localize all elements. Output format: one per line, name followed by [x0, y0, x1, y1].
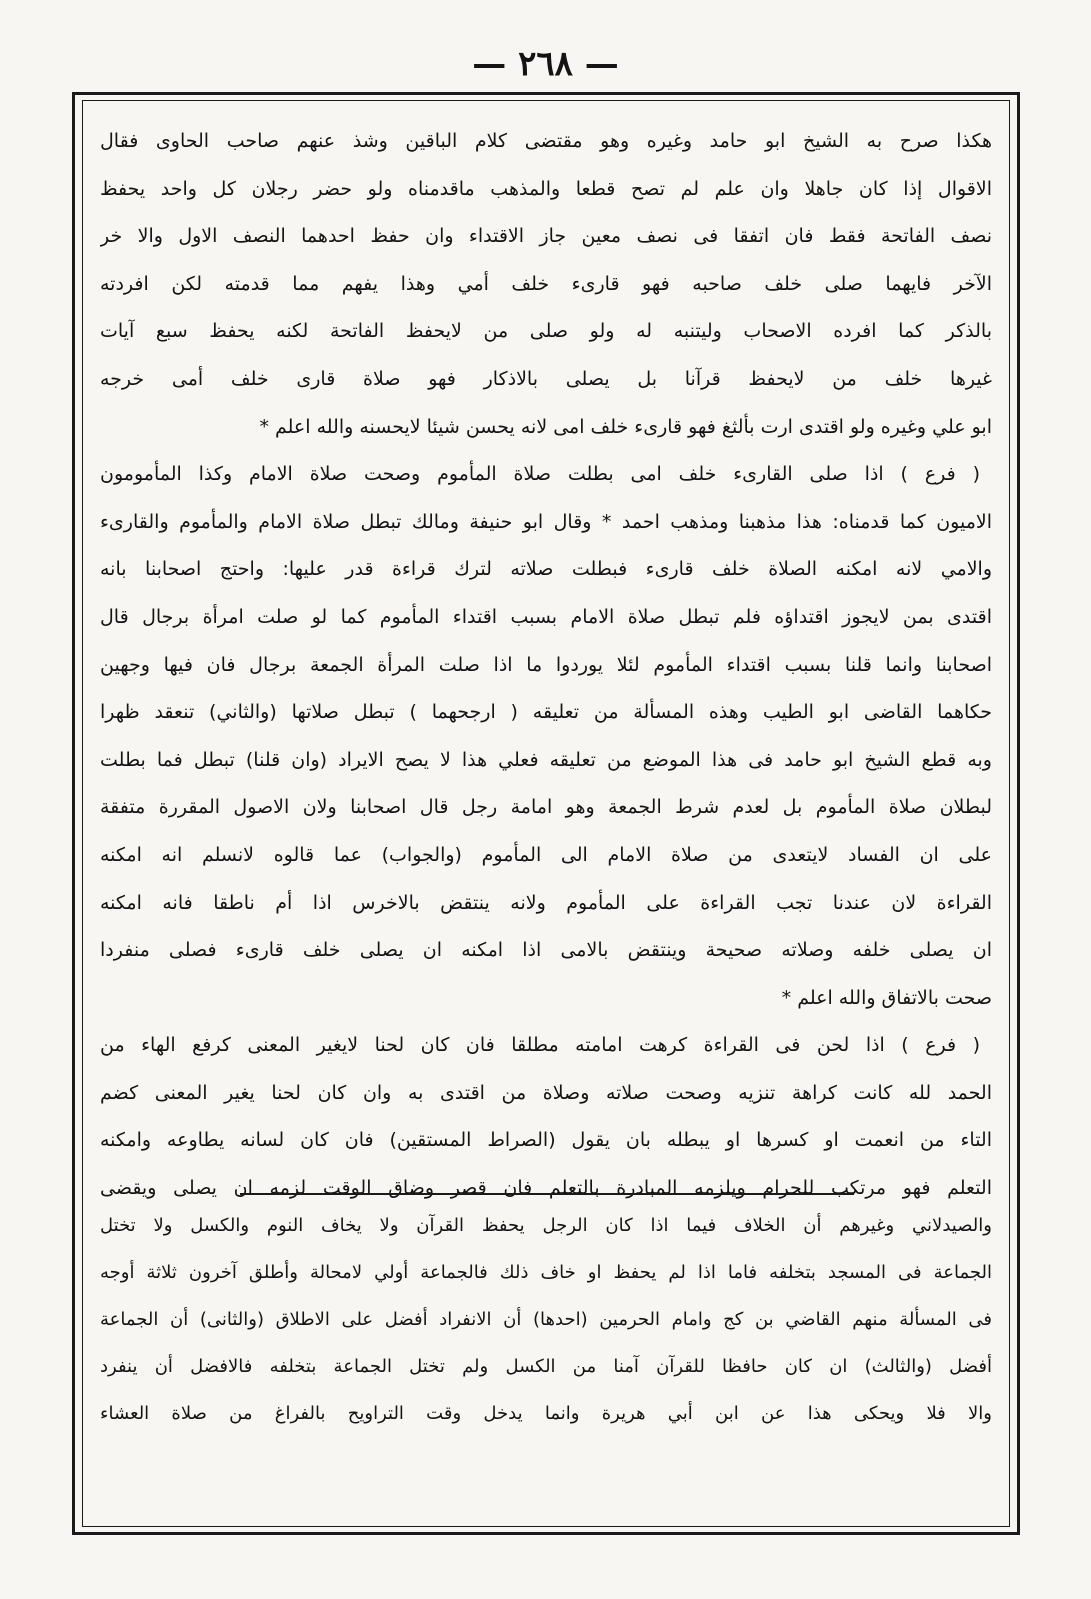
text-line: غيرها خلف من لايحفظ قرآنا بل يصلى بالاذكار فهو صلاة قارى خلف أمى خرجه [100, 367, 992, 390]
text-line: القراءة لان عندنا تجب القراءة على المأموم ولانه ينتقض بالاخرس اذا أم ناطقا فانه امكنه [100, 891, 992, 914]
footnote-line: فى المسألة منهم القاضي بن كج وامام الحرمين (احدها) أن الانفراد أفضل على الاطلاق (والثانى) أن الجماعة [100, 1309, 992, 1330]
text-line: بالذكر كما افرده الاصحاب وليتنبه له ولو صلى من لايحفظ الفاتحة لكنه يحفظ سبع آيات [100, 320, 992, 343]
text-line: وبه قطع الشيخ ابو حامد فى هذا الموضع من تعليقه فعلي هذا لا يصح الايراد (وان قلنا) تبطل فما بطلت [100, 748, 992, 771]
text-line: ان يصلى خلفه وصلاته صحيحة وينتقض بالامى اذا امكنه ان يصلى خلف قارىء فصلى منفردا [100, 939, 992, 962]
text-line: التاء من انعمت او كسرها او يبطله بان يقول (الصراط المستقين) فان كان لسانه يطاوعه وامكنه [100, 1129, 992, 1152]
footnote-line: الجماعة فى المسجد بتخلفه فاما اذا لم يحفظ او خاف ذلك فالجماعة أولي لامحالة وأطلق آخرون ثلاثة أوجه [100, 1262, 992, 1283]
text-line: حكاهما القاضى ابو الطيب وهذه المسألة من تعليقه ( ارجحهما ) تبطل صلاتها (والثاني) تنعقد ظهرا [100, 701, 992, 724]
text-line: الحمد لله كانت كراهة تنزيه وصحت صلاته وصلاة من اقتدى به وان كان لحنا يغير المعنى كضم [100, 1081, 992, 1104]
text-line: صحت بالاتفاق والله اعلم * [781, 986, 992, 1009]
footnote-line: والا فلا ويحكى هذا عن ابن أبي هريرة وانما يدخل وقت التراويح بالفراغ من صلاة العشاء [100, 1403, 992, 1424]
text-line: الآخر فايهما صلى خلف صاحبه فهو قارىء خلف أمي وهذا يفهم مما قدمته لكن افردته [100, 272, 992, 295]
text-line: هكذا صرح به الشيخ ابو حامد وغيره وهو مقتضى كلام الباقين وشذ عنهم صاحب الحاوى فقال [100, 130, 992, 152]
text-line: ( فرع ) اذا لحن فى القراءة كرهت امامته مطلقا فان كان لحنا لايغير المعنى كرفع الهاء من [100, 1034, 980, 1057]
text-line: على ان الفساد لايتعدى من صلاة الامام الى المأموم (والجواب) عما قالوه لانسلم انه امكنه [100, 843, 992, 866]
text-line: ابو علي وغيره ولو اقتدى ارت بألثغ فهو قارىء خلف امى لانه يحسن شيئا لايحسنه والله اعلم * [259, 415, 992, 438]
page-number: — ٢٦٨ — [472, 44, 619, 84]
text-line: اصحابنا وانما قلنا بسبب اقتداء المأموم لئلا يوردوا ما اذا صلت المرأة الجمعة برجال فان فيها وجهين [100, 653, 992, 676]
footnote-text [100, 1202, 992, 1437]
text-line: الاقوال إذا كان جاهلا وان علم لم تصح قطعا والمذهب ماقدمناه ولو حضر رجلان كل واحد يحفظ [100, 177, 992, 200]
footnote-line: أفضل (والثالث) ان كان حافظا للقرآن آمنا من الكسل ولم تختل الجماعة بتخلفه فالافضل أن ينفرد [100, 1356, 992, 1377]
text-line: لبطلان صلاة المأموم بل لعدم شرط الجمعة وهو امامة رجل قال اصحابنا ولان الاصول المقررة متفقة [100, 796, 992, 819]
text-line: نصف الفاتحة فقط فان اتفقا فى نصف معين جاز الاقتداء وان حفظ احدهما النصف الاول والا خر [100, 225, 992, 248]
footnote-line: والصيدلاني وغيرهم أن الخلاف فيما اذا كان الرجل يحفظ القرآن ولا يخاف النوم والكسل ولا تختل [100, 1215, 992, 1236]
text-line: والامي لانه امكنه الصلاة خلف قارىء فبطلت صلاته لترك قراءة قدر عليها: واحتج اصحابنا بانه [100, 558, 992, 581]
footnote-separator [240, 1193, 854, 1195]
text-line: الاميون كما قدمناه: هذا مذهبنا ومذهب احمد * وقال ابو حنيفة ومالك تبطل صلاة الامام والمأموم والقارىء [100, 510, 992, 533]
main-text [100, 118, 992, 1213]
text-line: اقتدى بمن لايجوز اقتداؤه فلم تبطل صلاة الامام بسبب اقتداء المأموم كما لو صلت امرأة برجال قال [100, 605, 992, 628]
text-line: ( فرع ) اذا صلى القارىء خلف امى بطلت صلاة المأموم وصحت صلاة الامام وكذا المأمومون [100, 463, 980, 486]
text-line: التعلم فهو مرتكب للحرام ويلزمه المبادرة بالتعلم فان قصر وضاق الوقت لزمه ان يصلى ويقضى [100, 1177, 992, 1200]
